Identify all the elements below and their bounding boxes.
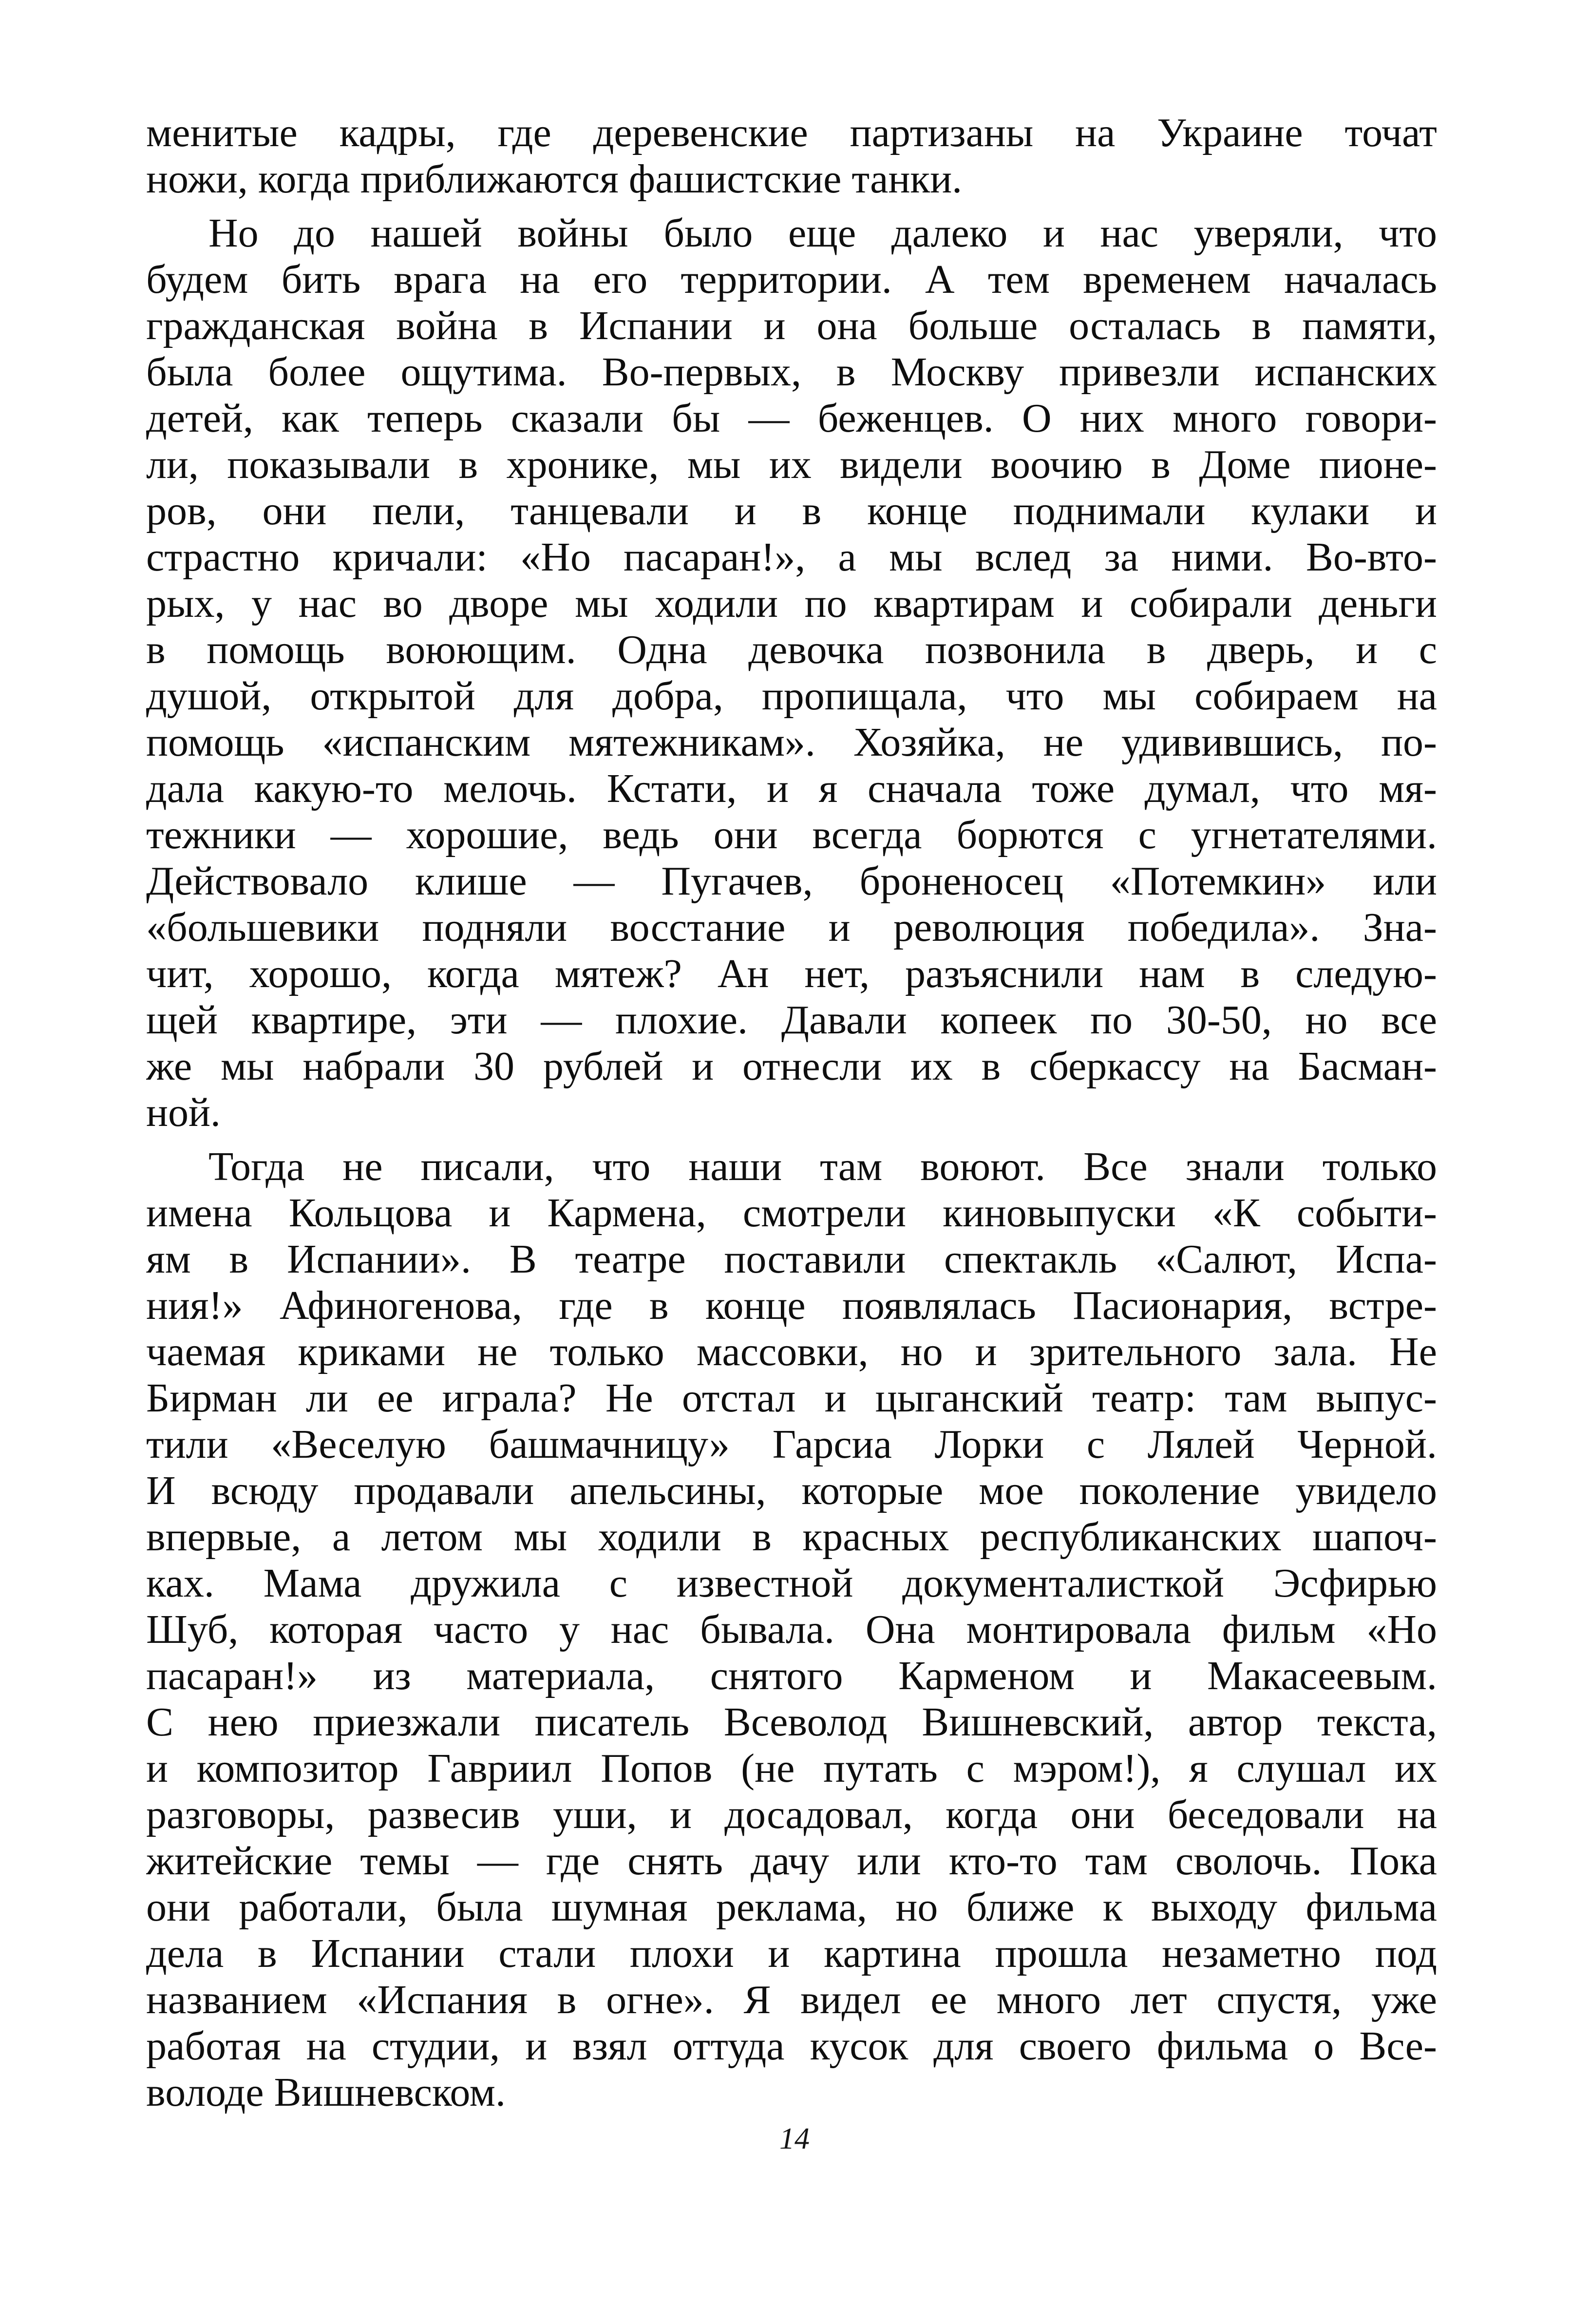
text-line: имена Кольцова и Кармена, смотрели киновыпуски «К событи- (146, 1190, 1437, 1236)
text-line: детей, как теперь сказали бы — беженцев. О них много говори- (146, 396, 1437, 441)
text-line: ров, они пели, танцевали и в конце поднимали кулаки и (146, 488, 1437, 533)
text-line: ках. Мама дружила с известной документалисткой Эсфирью (146, 1561, 1437, 1606)
text-line: Бирман ли ее играла? Не отстал и цыганский театр: там выпус- (146, 1375, 1437, 1421)
text-line: ния!» Афиногенова, где в конце появлялась Пасионария, встре- (146, 1283, 1437, 1328)
text-line: пасаран!» из материала, снятого Карменом и Макасеевым. (146, 1653, 1437, 1698)
text-line: гражданская война в Испании и она больше осталась в памяти, (146, 303, 1437, 348)
text-line: С нею приезжали писатель Всеволод Вишневский, автор текста, (146, 1699, 1437, 1745)
text-line: Тогда не писали, что наши там воюют. Все знали только (208, 1144, 1437, 1189)
text-line: впервые, а летом мы ходили в красных республиканских шапоч- (146, 1514, 1437, 1560)
text-line: дала какую-то мелочь. Кстати, и я сначала тоже думал, что мя- (146, 766, 1437, 811)
text-line: И всюду продавали апельсины, которые мое поколение увидело (146, 1468, 1437, 1513)
text-line: ной. (146, 1090, 221, 1135)
paragraph (146, 110, 1437, 202)
text-line: житейские темы — где снять дачу или кто-то там сволочь. Пока (146, 1838, 1437, 1884)
text-line: и композитор Гавриил Попов (не путать с мэром!), я слушал их (146, 1746, 1437, 1791)
text-line: Действовало клише — Пугачев, броненосец «Потемкин» или (146, 858, 1437, 904)
text-line: же мы набрали 30 рублей и отнесли их в сберкассу на Басман- (146, 1044, 1437, 1089)
text-line: чит, хорошо, когда мятеж? Ан нет, разъяснили нам в следую- (146, 951, 1437, 996)
text-line: названием «Испания в огне». Я видел ее много лет спустя, уже (146, 1977, 1437, 2022)
body-text (146, 110, 1437, 2115)
paragraph (146, 210, 1437, 1136)
page-number: 14 (779, 2122, 810, 2155)
text-line: ям в Испании». В театре поставили спектакль «Салют, Испа- (146, 1237, 1437, 1282)
text-line: будем бить врага на его территории. А тем временем началась (146, 257, 1437, 302)
text-line: душой, открытой для добра, пропищала, что мы собираем на (146, 673, 1437, 719)
text-line: помощь «испанским мятежникам». Хозяйка, не удивившись, по- (146, 720, 1437, 765)
text-line: ли, показывали в хронике, мы их видели воочию в Доме пионе- (146, 442, 1437, 487)
text-line: «большевики подняли восстание и революция победила». Зна- (146, 905, 1437, 950)
text-line: дела в Испании стали плохи и картина прошла незаметно под (146, 1931, 1437, 1976)
text-line: володе Вишневском. (146, 2070, 506, 2115)
text-line: в помощь воюющим. Одна девочка позвонила в дверь, и с (146, 627, 1437, 672)
text-line: была более ощутима. Во-первых, в Москву привезли испанских (146, 349, 1437, 395)
text-line: разговоры, развесив уши, и досадовал, когда они беседовали на (146, 1792, 1437, 1837)
text-line: Но до нашей войны было еще далеко и нас уверяли, что (208, 210, 1437, 256)
text-line: работая на студии, и взял оттуда кусок для своего фильма о Все- (146, 2023, 1437, 2069)
text-line: страстно кричали: «Но пасаран!», а мы вслед за ними. Во-вто- (146, 534, 1437, 580)
paragraph (146, 1143, 1437, 2115)
text-line: тили «Веселую башмачницу» Гарсиа Лорки с Лялей Черной. (146, 1422, 1437, 1467)
text-line: щей квартире, эти — плохие. Давали копеек по 30-50, но все (146, 997, 1437, 1043)
text-line: менитые кадры, где деревенские партизаны на Украине точат (146, 110, 1437, 155)
text-line: рых, у нас во дворе мы ходили по квартирам и собирали деньги (146, 581, 1437, 626)
text-line: тежники — хорошие, ведь они всегда борются с угнетателями. (146, 812, 1437, 857)
text-line: чаемая криками не только массовки, но и зрительного зала. Не (146, 1329, 1437, 1374)
text-line: Шуб, которая часто у нас бывала. Она монтировала фильм «Но (146, 1607, 1437, 1652)
text-line: ножи, когда приближаются фашистские танки. (146, 156, 963, 202)
text-line: они работали, была шумная реклама, но ближе к выходу фильма (146, 1885, 1437, 1930)
